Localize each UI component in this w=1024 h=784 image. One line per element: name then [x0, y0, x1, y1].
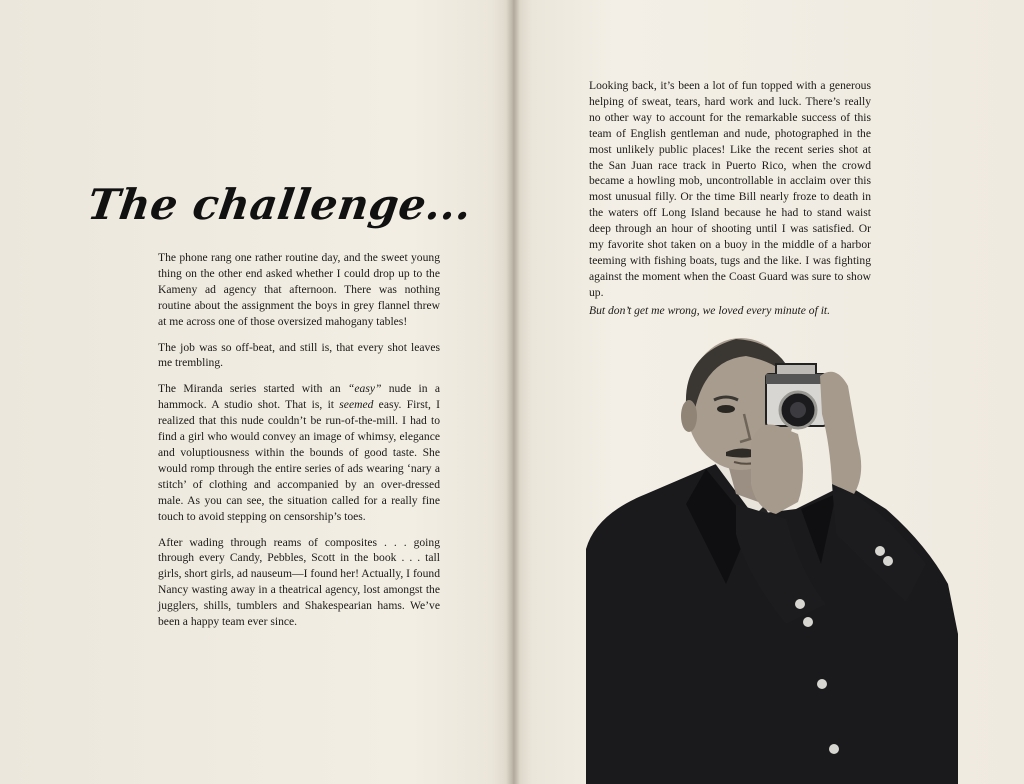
paragraph-miranda-seemed: seemed [339, 398, 374, 412]
paragraph-looking-back: Looking back, it’s been a lot of fun topped with a generous helping of sweat, tears, hard work and luck. There’s really no other way to account for the remarkable success of this team of English gentleman and nude, photographed in the most unlikely public places! Like the recent series shot at the San Juan race track in Puerto Rico, when the crowd became a howling mob, uncontrollable in acclaim over this most unusual filly. Or the time Bill nearly froze to death in the waters off Long Island because he had to stand waist deep through an hour of shooting until I was satisfied. Or my favorite shot taken on a buoy in the middle of a harbor teeming with fishing boats, tugs and the like. I was fighting against the moment when the Coast Guard was sure to show up. [589, 79, 871, 299]
right-page [514, 0, 1024, 784]
cuff-button-1 [875, 546, 885, 556]
ear [681, 400, 697, 432]
page-heading: The challenge... [84, 180, 476, 229]
paragraph-miranda-e: easy. First, I realized that this nude couldn’t be run-of-the-mill. I had to find a girl who would convey an image of whimsy, elegance and voluptiousness within the bounds of good taste. She would romp through the entire series of ads wearing ‘nary a stitch’ of clothing and accompanied by an over-dressed male. As you can see, the situation called for a really fine touch to avoid stepping on censorship’s toes. [158, 398, 440, 523]
paragraph-miranda-c: nude in a hammock. A studio shot. That is, it [158, 382, 440, 412]
hand-left [820, 372, 861, 494]
hand-right [751, 424, 803, 514]
left-page [0, 0, 510, 784]
jacket-button-1 [817, 679, 827, 689]
paragraph-composites: After wading through reams of composites . . . going through every Candy, Pebbles, Scott in the book . . . tall girls, short girls, ad nauseum—I found her! Actually, I found Nancy wasting away in a theatrical agency, lost amongst the jugglers, shills, tumblers and Shakespearian hams. We’ve been a happy team ever since. [158, 535, 440, 629]
cuff-button-3 [795, 599, 805, 609]
eye [717, 405, 735, 413]
paragraph-job: The job was so off-beat, and still is, that every shot leaves me trembling. [158, 340, 440, 370]
closing-line: But don’t get me wrong, we loved every minute of it. [589, 303, 831, 317]
right-body-text [589, 78, 871, 329]
paragraph-miranda-a: The Miranda series started with an [158, 382, 348, 396]
cuff-button-2 [883, 556, 893, 566]
camera-lens-inner [790, 402, 806, 418]
camera-strap-panel [766, 374, 826, 384]
paragraph-phone: The phone rang one rather routine day, and the sweet young thing on the other end asked whether I could drop up to the Kameny ad agency that afternoon. There was nothing routine about the assignment the boys in grey flannel threw at me across one of those oversized mahogany tables! [158, 251, 440, 328]
left-body-text [158, 250, 440, 640]
paragraph-miranda-easy: “easy” [347, 382, 382, 396]
cuff-button-4 [803, 617, 813, 627]
paragraph-miranda [158, 381, 440, 524]
jacket-button-2 [829, 744, 839, 754]
photographer-photo [586, 334, 958, 784]
